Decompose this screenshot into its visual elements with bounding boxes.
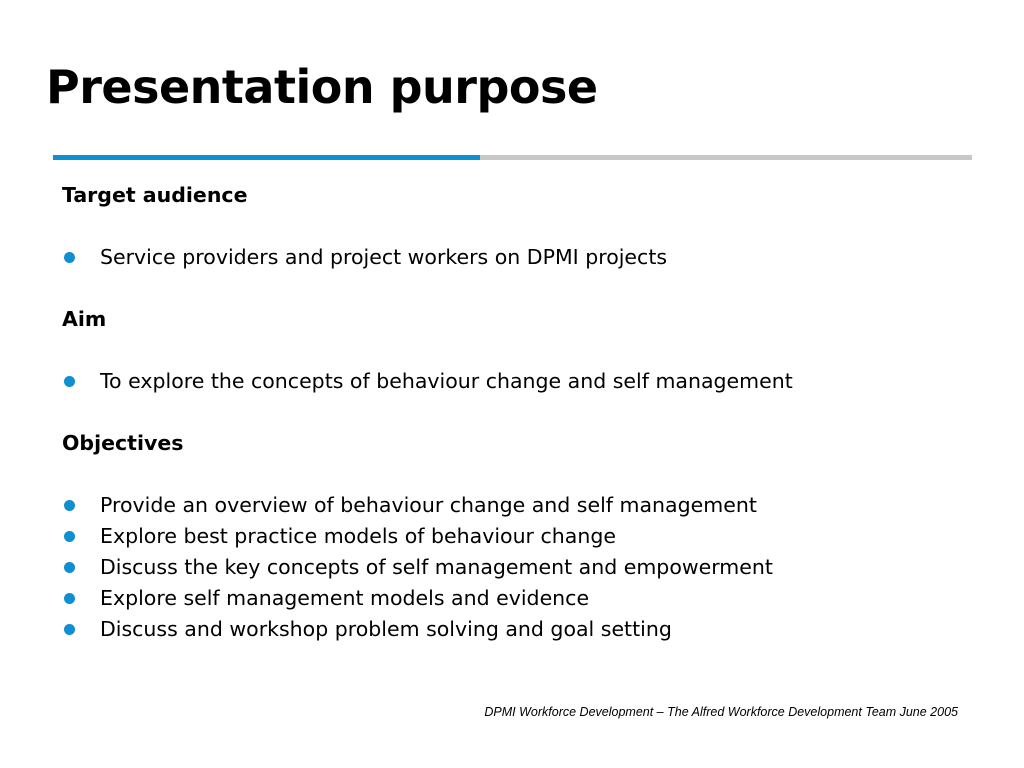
bullet-text: Explore best practice models of behaviour change bbox=[100, 524, 616, 548]
bullet-item bbox=[62, 242, 982, 273]
bullet-dot-icon bbox=[64, 531, 75, 542]
slide-footer: DPMI Workforce Development – The Alfred Workforce Development Team June 2005 bbox=[484, 705, 958, 719]
bullet-dot-icon bbox=[64, 624, 75, 635]
spacer bbox=[62, 211, 982, 242]
section-heading-audience: Target audience bbox=[62, 183, 248, 207]
spacer bbox=[62, 397, 982, 428]
bullet-item bbox=[62, 490, 982, 521]
spacer bbox=[62, 459, 982, 490]
title-underline-accent bbox=[53, 155, 480, 160]
bullet-dot-icon bbox=[64, 376, 75, 387]
bullet-text: Service providers and project workers on DPMI projects bbox=[100, 245, 668, 269]
bullet-text: To explore the concepts of behaviour change and self management bbox=[100, 369, 793, 393]
bullet-dot-icon bbox=[64, 500, 75, 511]
title-underline-track bbox=[480, 155, 972, 160]
bullet-text: Explore self management models and evidence bbox=[100, 586, 590, 610]
section-heading-objectives: Objectives bbox=[62, 431, 184, 455]
aim-list bbox=[62, 366, 982, 397]
bullet-item bbox=[62, 366, 982, 397]
bullet-text: Provide an overview of behaviour change and self management bbox=[100, 493, 757, 517]
bullet-dot-icon bbox=[64, 562, 75, 573]
bullet-text: Discuss the key concepts of self management and empowerment bbox=[100, 555, 773, 579]
bullet-item bbox=[62, 552, 982, 583]
slide-title: Presentation purpose bbox=[46, 60, 598, 114]
section-heading-aim: Aim bbox=[62, 307, 107, 331]
audience-list bbox=[62, 242, 982, 273]
bullet-item bbox=[62, 521, 982, 552]
bullet-text: Discuss and workshop problem solving and goal setting bbox=[100, 617, 672, 641]
bullet-item bbox=[62, 614, 982, 645]
slide-body bbox=[62, 180, 982, 645]
objectives-list bbox=[62, 490, 982, 645]
spacer bbox=[62, 335, 982, 366]
bullet-dot-icon bbox=[64, 593, 75, 604]
spacer bbox=[62, 273, 982, 304]
bullet-dot-icon bbox=[64, 252, 75, 263]
bullet-item bbox=[62, 583, 982, 614]
